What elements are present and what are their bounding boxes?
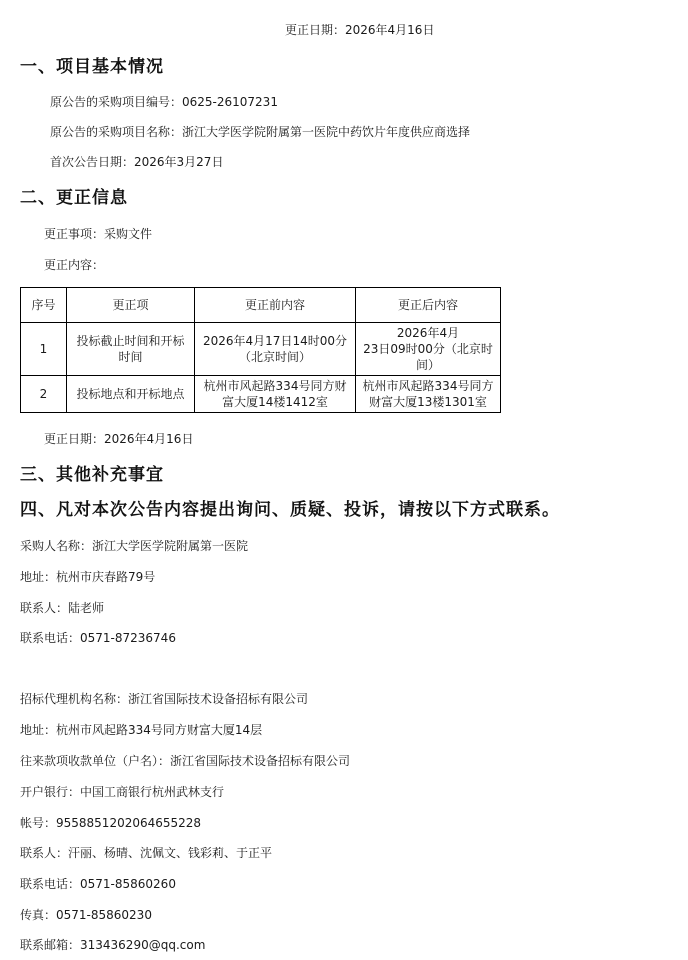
cell-after (356, 376, 501, 413)
header-cell-no: 序号 (21, 288, 67, 323)
cell-after-line: 23日09时00分（北京时 (363, 342, 493, 356)
cell-after-line: 杭州市风起路334号同方 (362, 379, 494, 393)
cell-before-line: 富大厦14楼1412室 (222, 395, 328, 409)
top-correction-date: 更正日期：2026年4月16日 (285, 23, 435, 37)
cell-before (195, 376, 356, 413)
table-header-row (21, 288, 501, 323)
project-number: 原公告的采购项目编号：0625-26107231 (50, 95, 278, 109)
section1-heading: 一、项目基本情况 (20, 57, 164, 77)
table-row (21, 376, 501, 413)
first-notice-date: 首次公告日期：2026年3月27日 (50, 155, 224, 169)
correction-date: 更正日期：2026年4月16日 (44, 432, 194, 446)
cell-before (195, 323, 356, 376)
correction-item: 更正事项：采购文件 (44, 227, 153, 241)
cell-item-line: 投标截止时间和开标 (76, 334, 185, 348)
cell-item-line: 时间 (118, 350, 143, 364)
agency-payee: 往来款项收款单位（户名）：浙江省国际技术设备招标有限公司 (20, 754, 351, 768)
agency-email: 联系邮箱：313436290@qq.com (20, 938, 206, 952)
agency-contacts: 联系人：汗丽、杨晴、沈佩文、钱彩莉、于正平 (20, 846, 273, 860)
purchaser-name: 采购人名称：浙江大学医学院附属第一医院 (20, 539, 249, 553)
correction-content-label: 更正内容： (44, 258, 105, 272)
table-row (21, 323, 501, 376)
agency-fax: 传真：0571-85860230 (20, 908, 152, 922)
purchaser-contact: 联系人：陆老师 (20, 601, 105, 615)
cell-before-line: 2026年4月17日14时00分 (203, 334, 347, 348)
header-cell-item: 更正项 (67, 288, 195, 323)
agency-bank: 开户银行：中国工商银行杭州武林支行 (20, 785, 225, 799)
cell-before-line: （北京时间） (238, 350, 311, 364)
agency-address: 地址：杭州市风起路334号同方财富大厦14层 (20, 723, 263, 737)
purchaser-address: 地址：杭州市庆春路79号 (20, 570, 156, 584)
cell-no: 1 (21, 323, 67, 376)
cell-after-line: 2026年4月 (396, 326, 460, 340)
section2-heading: 二、更正信息 (20, 188, 128, 208)
cell-after-line: 财富大厦13楼1301室 (369, 395, 487, 409)
project-name: 原公告的采购项目名称：浙江大学医学院附属第一医院中药饮片年度供应商选择 (50, 125, 471, 139)
section3-heading: 三、其他补充事宜 (20, 465, 164, 485)
agency-phone: 联系电话：0571-85860260 (20, 877, 176, 891)
header-cell-after: 更正后内容 (356, 288, 501, 323)
cell-no: 2 (21, 376, 67, 413)
cell-item (67, 323, 195, 376)
cell-after-line: 间） (415, 358, 440, 372)
agency-name: 招标代理机构名称：浙江省国际技术设备招标有限公司 (20, 692, 309, 706)
cell-after (356, 323, 501, 376)
section4-heading: 四、凡对本次公告内容提出询问、质疑、投诉，请按以下方式联系。 (20, 500, 560, 520)
cell-before-line: 杭州市风起路334号同方财 (203, 379, 347, 393)
header-cell-before: 更正前内容 (195, 288, 356, 323)
purchaser-phone: 联系电话：0571-87236746 (20, 631, 176, 645)
cell-item: 投标地点和开标地点 (67, 376, 195, 413)
correction-table (20, 287, 501, 413)
agency-account: 帐号：9558851202064655228 (20, 816, 202, 830)
